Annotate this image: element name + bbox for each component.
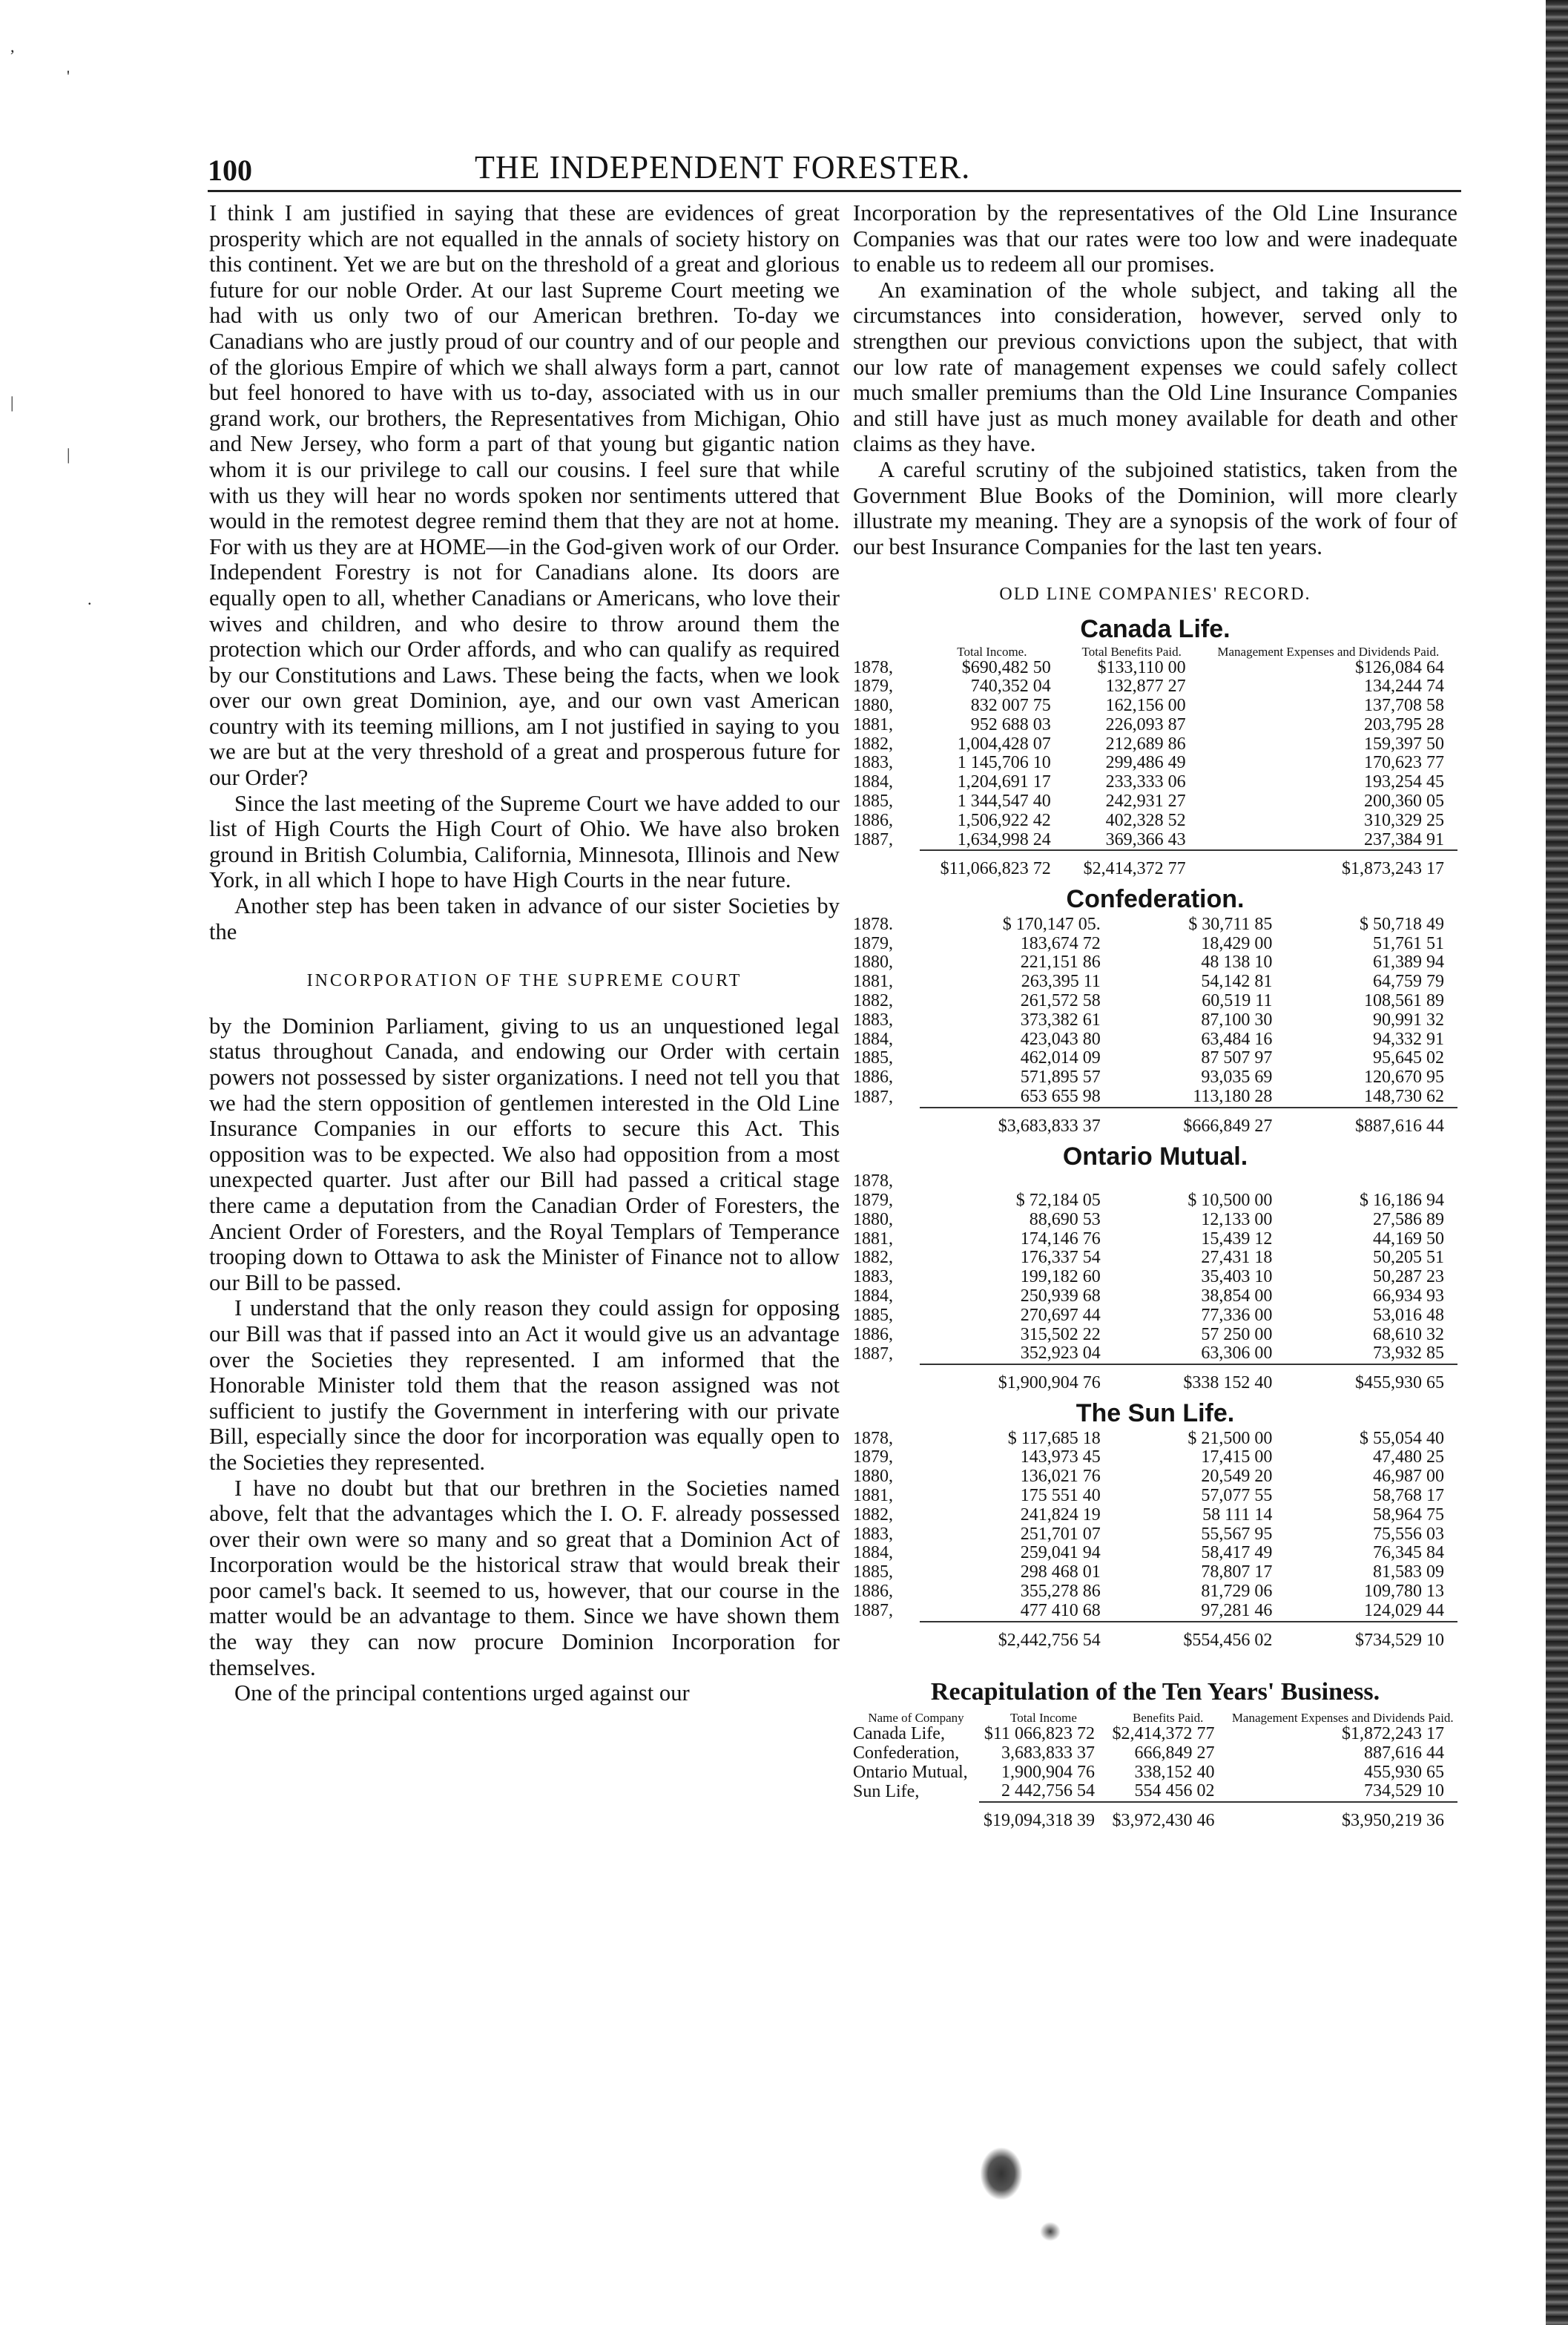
value-cell: 58,768 17: [1373, 1485, 1444, 1505]
edge-mark-1: ,: [10, 37, 15, 56]
edge-mark-2: ': [67, 67, 70, 85]
table-row: [853, 1448, 1457, 1467]
value-cell: 221,151 86: [1020, 953, 1101, 973]
value-cell: 373,382 61: [1020, 1010, 1101, 1030]
value-cell: 653 655 98: [1020, 1087, 1101, 1107]
value-cell: 78,807 17: [1201, 1562, 1273, 1582]
value-cell: 88,690 53: [1029, 1209, 1101, 1229]
total-cell: $734,529 10: [1285, 1622, 1457, 1651]
year-cell: 1885,: [853, 1305, 893, 1325]
table-row: [853, 1172, 1457, 1191]
column-header: Total Income.: [957, 644, 1027, 659]
year-cell: 1882,: [853, 1504, 893, 1525]
value-cell: 77,336 00: [1201, 1305, 1273, 1325]
company-name: Ontario Mutual.: [1062, 1142, 1248, 1171]
value-cell: 73,932 85: [1373, 1344, 1444, 1364]
column-header: Management Expenses and Dividends Paid.: [1231, 1710, 1454, 1725]
paragraph: Another step has been taken in advance of our sister Societies by the: [209, 893, 840, 944]
value-cell: 120,670 95: [1364, 1068, 1444, 1088]
value-cell: 61,389 94: [1373, 953, 1444, 973]
total-cell: $338 152 40: [1114, 1364, 1286, 1393]
value-cell: $1,872,243 17: [1342, 1723, 1444, 1743]
value-cell: 1,004,428 07: [957, 734, 1051, 754]
year-cell: [853, 1622, 920, 1651]
edge-mark-5: .: [88, 590, 92, 608]
company-cell: Ontario Mutual,: [853, 1762, 968, 1782]
value-cell: 137,708 58: [1364, 696, 1444, 716]
year-cell: 1884,: [853, 772, 893, 792]
company-name: The Sun Life.: [1075, 1398, 1235, 1427]
value-cell: 108,561 89: [1364, 991, 1444, 1011]
year-cell: 1881,: [853, 972, 893, 992]
column-header: Total Income: [1010, 1710, 1077, 1725]
value-cell: $ 72,184 05: [1015, 1191, 1101, 1211]
column-header: Benefits Paid.: [1133, 1710, 1204, 1725]
value-cell: 76,345 84: [1373, 1543, 1444, 1563]
table-header-row: [853, 645, 1457, 659]
company-cell: Sun Life,: [853, 1781, 920, 1801]
value-cell: 12,133 00: [1201, 1209, 1273, 1229]
left-column: [209, 200, 840, 1706]
year-cell: [853, 850, 920, 879]
total-cell: $1,900,904 76: [920, 1364, 1114, 1393]
value-cell: 18,429 00: [1201, 933, 1273, 953]
year-cell: 1887,: [853, 830, 893, 850]
year-cell: 1883,: [853, 753, 893, 773]
table-row: [853, 1602, 1457, 1622]
value-cell: 1 344,547 40: [957, 792, 1051, 812]
year-cell: 1879,: [853, 933, 893, 953]
value-cell: 554 456 02: [1134, 1781, 1215, 1801]
value-cell: 200,360 05: [1364, 792, 1444, 812]
value-cell: 952 688 03: [970, 714, 1051, 734]
value-cell: $ 10,500 00: [1187, 1191, 1273, 1211]
value-cell: 46,987 00: [1373, 1467, 1444, 1487]
table-row: [853, 1211, 1457, 1230]
value-cell: $ 16,186 94: [1360, 1191, 1444, 1211]
year-cell: 1878,: [853, 1171, 893, 1191]
year-cell: 1884,: [853, 1286, 893, 1306]
value-cell: 60,519 11: [1202, 991, 1273, 1011]
value-cell: 55,567 95: [1201, 1524, 1273, 1544]
value-cell: 90,991 32: [1373, 1010, 1444, 1030]
company-name: Confederation.: [1066, 885, 1245, 914]
recap-row: [853, 1782, 1457, 1802]
table-row: [853, 1563, 1457, 1582]
value-cell: 27,586 89: [1373, 1209, 1444, 1229]
value-cell: 97,281 46: [1201, 1600, 1273, 1620]
value-cell: 87 507 97: [1201, 1048, 1273, 1068]
recap-header-row: [853, 1711, 1457, 1725]
total-row: [853, 1364, 1457, 1393]
value-cell: 58,964 75: [1373, 1504, 1444, 1525]
table-row: [853, 1249, 1457, 1268]
total-row: [853, 1622, 1457, 1651]
year-cell: 1882,: [853, 1248, 893, 1268]
value-cell: 352,923 04: [1020, 1344, 1101, 1364]
value-cell: 53,016 48: [1373, 1305, 1444, 1325]
value-cell: 263,395 11: [1021, 972, 1101, 992]
recap-total-row: [853, 1802, 1457, 1831]
recap-row: [853, 1744, 1457, 1763]
right-column: [853, 200, 1457, 1831]
table-row: [853, 953, 1457, 973]
value-cell: 148,730 62: [1364, 1087, 1444, 1107]
recap-table-wrap: [853, 1711, 1457, 1831]
value-cell: 54,142 81: [1201, 972, 1273, 992]
value-cell: 369,366 43: [1105, 829, 1186, 849]
value-cell: 35,403 10: [1201, 1267, 1273, 1287]
value-cell: 259,041 94: [1020, 1543, 1101, 1563]
page-number: 100: [208, 154, 252, 187]
value-cell: 58 111 14: [1202, 1504, 1273, 1525]
paragraph: Incorporation by the representatives of the Old Line Insurance Companies was that our rates were too low and were inadequate to enable us to redeem all our promises.: [853, 200, 1457, 277]
company-tables: [853, 616, 1457, 1650]
paragraph: I think I am justified in saying that these are evidences of great prosperity which are not equalled in the annals of society history on this continent. Yet we are but on the threshold of a great and glorious future for our noble Order. At our last Supreme Court meeting we had with us only two of our American brethren. To-day we Canadians who are justly proud of our country and of our people and of the glorious Empire of which we shall always form a part, cannot but feel honored to have with us to-day, associated with us in our grand work, our brothers, the Representatives from Michigan, Ohio and New Jersey, who form a part of that young but gigantic nation whom it is our privilege to call our cousins. I feel sure that while with us they will hear no words spoken nor sentiments uttered that would in the remotest degree remind them that they are not at home. For with us they are at HOME—in the God-given work of our Order. Independent Forestry is not for Canadians alone. Its doors are equally open to all, whether Canadians or Americans, who love their wives and children, and who desire to throw around them the protection which our Order affords, and who can qualify as required by our Constitutions and Laws. These being the facts, when we look over our own great Dominion, aye, and our own vast American country with its teeming millions, am I not justified in saying to you we are but at the very threshold of a great and prosperous future for our Order?: [209, 200, 840, 791]
table-row: [853, 1430, 1457, 1449]
value-cell: 261,572 58: [1020, 991, 1101, 1011]
value-cell: 94,332 91: [1373, 1029, 1444, 1049]
table-row: [853, 992, 1457, 1011]
value-cell: 175 551 40: [1020, 1485, 1101, 1505]
table-row: [853, 973, 1457, 992]
value-cell: 124,029 44: [1364, 1600, 1444, 1620]
value-cell: 113,180 28: [1193, 1087, 1273, 1107]
value-cell: 68,610 32: [1373, 1324, 1444, 1344]
value-cell: 212,689 86: [1105, 734, 1186, 754]
value-cell: 162,156 00: [1105, 696, 1186, 716]
recap-table: [853, 1711, 1457, 1831]
value-cell: 38,854 00: [1201, 1286, 1273, 1306]
value-cell: 63,484 16: [1201, 1029, 1273, 1049]
edge-mark-4: |: [67, 445, 70, 464]
value-cell: 109,780 13: [1364, 1581, 1444, 1601]
value-cell: 832 007 75: [970, 696, 1051, 716]
value-cell: 63,306 00: [1201, 1344, 1273, 1364]
value-cell: [1114, 1172, 1286, 1191]
value-cell: 20,549 20: [1201, 1467, 1273, 1487]
value-cell: 87,100 30: [1201, 1010, 1273, 1030]
total-row: [853, 850, 1457, 879]
table-row: [853, 1467, 1457, 1487]
value-cell: 75,556 03: [1373, 1524, 1444, 1544]
value-cell: 2 442,756 54: [1001, 1781, 1095, 1801]
year-cell: 1882,: [853, 734, 893, 754]
value-cell: 183,674 72: [1020, 933, 1101, 953]
value-cell: 66,934 93: [1373, 1286, 1444, 1306]
company-table: [853, 915, 1457, 1137]
year-cell: 1887,: [853, 1344, 893, 1364]
value-cell: 3,683,833 37: [1001, 1743, 1095, 1763]
year-cell: 1878,: [853, 1428, 893, 1448]
company-cell: Confederation,: [853, 1743, 960, 1763]
table-row: [853, 659, 1457, 678]
value-cell: $ 30,711 85: [1188, 914, 1273, 934]
total-cell: $3,683,833 37: [920, 1108, 1114, 1137]
total-row: [853, 1108, 1457, 1137]
value-cell: 299,486 49: [1105, 753, 1186, 773]
year-cell: 1879,: [853, 1191, 893, 1211]
year-cell: 1885,: [853, 1562, 893, 1582]
value-cell: 423,043 80: [1020, 1029, 1101, 1049]
year-cell: 1885,: [853, 1048, 893, 1068]
table-row: [853, 716, 1457, 735]
value-cell: 250,939 68: [1020, 1286, 1101, 1306]
paragraph: An examination of the whole subject, and taking all the circumstances into consideration, however, served only to strengthen our previous convictions upon the subject, that with our low rate of management expenses we could safely collect much smaller premiums than the Old Line Insurance Companies and still have just as much money available for death and other claims as they have.: [853, 277, 1457, 457]
paragraph: One of the principal contentions urged against our: [234, 1680, 690, 1706]
value-cell: 159,397 50: [1364, 734, 1444, 754]
value-cell: 193,254 45: [1364, 772, 1444, 792]
value-cell: $ 117,685 18: [1007, 1428, 1101, 1448]
value-cell: 1,634,998 24: [957, 829, 1051, 849]
table-title: OLD LINE COMPANIES' RECORD.: [999, 585, 1311, 605]
table-row: [853, 1582, 1457, 1602]
year-cell: 1883,: [853, 1524, 893, 1544]
year-cell: 1886,: [853, 1581, 893, 1601]
paragraph: by the Dominion Parliament, giving to us an unquestioned legal status throughout Canada, and endowing our Order with certain powers not possessed by sister organizations. I need not tell you that we had the stern opposition of gentlemen interested in the Old Line Insurance Companies in our efforts to secure this Act. This opposition was to be expected. We also had opposition from a most unexpected quarter. Just after our Bill had passed a critical stage there came a deputation from the Canadian Order of Foresters, the Ancient Order of Foresters, and the Royal Templars of Temperance trooping down to Ottawa to ask the Minister of Finance not to allow our Bill to be passed.: [209, 1013, 840, 1295]
value-cell: 134,244 74: [1364, 677, 1444, 697]
value-cell: 1,900,904 76: [1001, 1762, 1095, 1782]
table-row: [853, 915, 1457, 935]
value-cell: 15,439 12: [1201, 1229, 1273, 1249]
recap-row: [853, 1725, 1457, 1744]
total-cell: $1,873,243 17: [1199, 850, 1457, 879]
value-cell: $ 21,500 00: [1187, 1428, 1273, 1448]
value-cell: 143,973 45: [1020, 1447, 1101, 1467]
year-cell: 1880,: [853, 696, 893, 716]
table-row: [853, 1088, 1457, 1108]
value-cell: $690,482 50: [961, 657, 1051, 677]
value-cell: 136,021 76: [1020, 1467, 1101, 1487]
recap-row: [853, 1763, 1457, 1783]
value-cell: 887,616 44: [1364, 1743, 1444, 1763]
value-cell: 174,146 76: [1020, 1229, 1101, 1249]
year-cell: 1881,: [853, 1229, 893, 1249]
value-cell: 57 250 00: [1201, 1324, 1273, 1344]
value-cell: 455,930 65: [1364, 1762, 1444, 1782]
value-cell: 95,645 02: [1373, 1048, 1444, 1068]
value-cell: 132,877 27: [1105, 677, 1186, 697]
table-row: [853, 677, 1457, 697]
value-cell: 176,337 54: [1020, 1248, 1101, 1268]
total-cell: $2,442,756 54: [920, 1622, 1114, 1651]
value-cell: 242,931 27: [1105, 792, 1186, 812]
paragraph: Since the last meeting of the Supreme Court we have added to our list of High Courts the High Court of Ohio. We have also broken ground in British Columbia, California, Minnesota, Illinois and New York, in all which I hope to have High Courts in the near future.: [209, 790, 840, 893]
column-header: Management Expenses and Dividends Paid.: [1217, 644, 1440, 659]
table-row: [853, 1525, 1457, 1545]
paragraph: I understand that the only reason they could assign for opposing our Bill was that if passed into an Act it would give us an advantage over the Societies they represented. I am informed that the Honorable Minister told them that the reason assigned was not sufficient to justify the Government in interfering with our private Bill, especially since the door for incorporation was equally open to the Societies they represented.: [209, 1295, 840, 1475]
year-cell: 1886,: [853, 1324, 893, 1344]
table-row: [853, 1326, 1457, 1345]
total-cell: $666,849 27: [1114, 1108, 1286, 1137]
value-cell: 57,077 55: [1201, 1485, 1273, 1505]
table-row: [853, 735, 1457, 754]
ink-smudge: [981, 2148, 1022, 2200]
section-heading: INCORPORATION OF THE SUPREME COURT: [306, 971, 742, 991]
year-cell: 1881,: [853, 1485, 893, 1505]
running-head: THE INDEPENDENT FORESTER.: [475, 149, 971, 185]
year-cell: 1881,: [853, 714, 893, 734]
table-row: [853, 1268, 1457, 1287]
company-table: [853, 1172, 1457, 1393]
value-cell: $11 066,823 72: [984, 1723, 1095, 1743]
value-cell: 93,035 69: [1201, 1068, 1273, 1088]
value-cell: 226,093 87: [1105, 714, 1186, 734]
year-cell: 1887,: [853, 1601, 893, 1621]
company-table: [853, 1430, 1457, 1651]
total-cell: $3,950,219 36: [1228, 1802, 1458, 1831]
value-cell: 1,204,691 17: [957, 772, 1051, 792]
table-row: [853, 935, 1457, 954]
value-cell: 199,182 60: [1020, 1267, 1101, 1287]
value-cell: 50,287 23: [1373, 1267, 1444, 1287]
column-header: Name of Company: [868, 1710, 964, 1725]
value-cell: $ 170,147 05.: [1002, 914, 1101, 934]
column-header-year: [853, 645, 920, 659]
value-cell: 17,415 00: [1201, 1447, 1273, 1467]
recap-title: Recapitulation of the Ten Years' Business.: [930, 1678, 1380, 1706]
value-cell: 298 468 01: [1020, 1562, 1101, 1582]
total-cell: $455,930 65: [1285, 1364, 1457, 1393]
year-cell: 1879,: [853, 677, 893, 697]
value-cell: 270,697 44: [1020, 1305, 1101, 1325]
table-row: [853, 773, 1457, 792]
value-cell: 81,729 06: [1201, 1581, 1273, 1601]
value-cell: 315,502 22: [1020, 1324, 1101, 1344]
value-cell: 27,431 18: [1201, 1248, 1273, 1268]
table-row: [853, 831, 1457, 851]
year-cell: 1879,: [853, 1447, 893, 1467]
table-row: [853, 1030, 1457, 1050]
table-row: [853, 1230, 1457, 1249]
value-cell: 44,169 50: [1373, 1229, 1444, 1249]
year-cell: 1885,: [853, 792, 893, 812]
header-rule: [208, 190, 1461, 192]
value-cell: 47,480 25: [1373, 1447, 1444, 1467]
total-cell: $3,972,430 46: [1108, 1802, 1228, 1831]
value-cell: 402,328 52: [1105, 810, 1186, 830]
table-row: [853, 812, 1457, 831]
value-cell: $2,414,372 77: [1112, 1723, 1215, 1743]
table-row: [853, 1306, 1457, 1326]
value-cell: 170,623 77: [1364, 753, 1444, 773]
year-cell: 1878,: [853, 657, 893, 677]
paragraph: I have no doubt but that our brethren in the Societies named above, felt that the advantages which the I. O. F. already possessed over their own were so many and so great that a Dominion Act of Incorporation would be the historical straw that would break their poor camel's back. It seemed to us, however, that our course in the matter would be an advantage to them. Since we have shown them the way they can now procure Dominion Incorporation for themselves.: [209, 1475, 840, 1680]
value-cell: 740,352 04: [970, 677, 1051, 697]
year-cell: 1880,: [853, 1467, 893, 1487]
table-row: [853, 1068, 1457, 1088]
table-row: [853, 1344, 1457, 1364]
value-cell: 50,205 51: [1373, 1248, 1444, 1268]
table-row: [853, 1011, 1457, 1030]
year-cell: 1878.: [853, 914, 893, 934]
year-cell: 1880,: [853, 1209, 893, 1229]
table-row: [853, 1506, 1457, 1525]
ink-smudge: [1040, 2222, 1061, 2241]
year-cell: 1884,: [853, 1029, 893, 1049]
table-row: [853, 1487, 1457, 1506]
value-cell: 355,278 86: [1020, 1581, 1101, 1601]
value-cell: 462,014 09: [1020, 1048, 1101, 1068]
value-cell: [920, 1172, 1114, 1191]
value-cell: 203,795 28: [1364, 714, 1444, 734]
value-cell: $133,110 00: [1097, 657, 1186, 677]
value-cell: 666,849 27: [1134, 1743, 1215, 1763]
company-table: [853, 645, 1457, 880]
value-cell: $ 50,718 49: [1360, 914, 1444, 934]
value-cell: 251,701 07: [1020, 1524, 1101, 1544]
table-row: [853, 1544, 1457, 1563]
company-name: Canada Life.: [1080, 614, 1231, 643]
year-cell: [853, 1364, 920, 1393]
value-cell: [1285, 1172, 1457, 1191]
total-cell: $11,066,823 72: [920, 850, 1064, 879]
table-row: [853, 1191, 1457, 1211]
value-cell: 64,759 79: [1373, 972, 1444, 992]
value-cell: 310,329 25: [1364, 810, 1444, 830]
table-row: [853, 1049, 1457, 1068]
year-cell: [853, 1108, 920, 1137]
column-header: Total Benefits Paid.: [1081, 644, 1182, 659]
table-row: [853, 754, 1457, 773]
company-cell: Canada Life,: [853, 1723, 945, 1743]
value-cell: $ 55,054 40: [1360, 1428, 1444, 1448]
value-cell: 48 138 10: [1201, 953, 1273, 973]
total-cell: $19,094,318 39: [979, 1802, 1108, 1831]
value-cell: 571,895 57: [1020, 1068, 1101, 1088]
value-cell: 51,761 51: [1373, 933, 1444, 953]
year-cell: 1882,: [853, 991, 893, 1011]
edge-mark-3: |: [10, 393, 14, 412]
value-cell: 241,824 19: [1020, 1504, 1101, 1525]
paragraph: A careful scrutiny of the subjoined statistics, taken from the Government Blue Books of the Dominion, will more clearly illustrate my meaning. They are a synopsis of the work of four of our best Insurance Companies for the last ten years.: [853, 456, 1457, 559]
year-cell: 1883,: [853, 1010, 893, 1030]
table-row: [853, 697, 1457, 716]
table-row: [853, 1287, 1457, 1306]
year-cell: 1887,: [853, 1087, 893, 1107]
value-cell: 734,529 10: [1364, 1781, 1444, 1801]
scan-edge: [1546, 0, 1568, 2325]
value-cell: $126,084 64: [1355, 657, 1444, 677]
table-row: [853, 792, 1457, 812]
value-cell: 477 410 68: [1020, 1600, 1101, 1620]
year-cell: 1886,: [853, 810, 893, 830]
value-cell: 81,583 09: [1373, 1562, 1444, 1582]
year-cell: 1883,: [853, 1267, 893, 1287]
company-cell: [853, 1802, 979, 1831]
year-cell: 1884,: [853, 1543, 893, 1563]
year-cell: 1886,: [853, 1068, 893, 1088]
value-cell: 237,384 91: [1364, 829, 1444, 849]
value-cell: 1,506,922 42: [957, 810, 1051, 830]
total-cell: $554,456 02: [1114, 1622, 1286, 1651]
value-cell: 1 145,706 10: [957, 753, 1051, 773]
value-cell: 338,152 40: [1134, 1762, 1215, 1782]
value-cell: 58,417 49: [1201, 1543, 1273, 1563]
total-cell: $887,616 44: [1285, 1108, 1457, 1137]
value-cell: 233,333 06: [1105, 772, 1186, 792]
year-cell: 1880,: [853, 953, 893, 973]
total-cell: $2,414,372 77: [1064, 850, 1199, 879]
